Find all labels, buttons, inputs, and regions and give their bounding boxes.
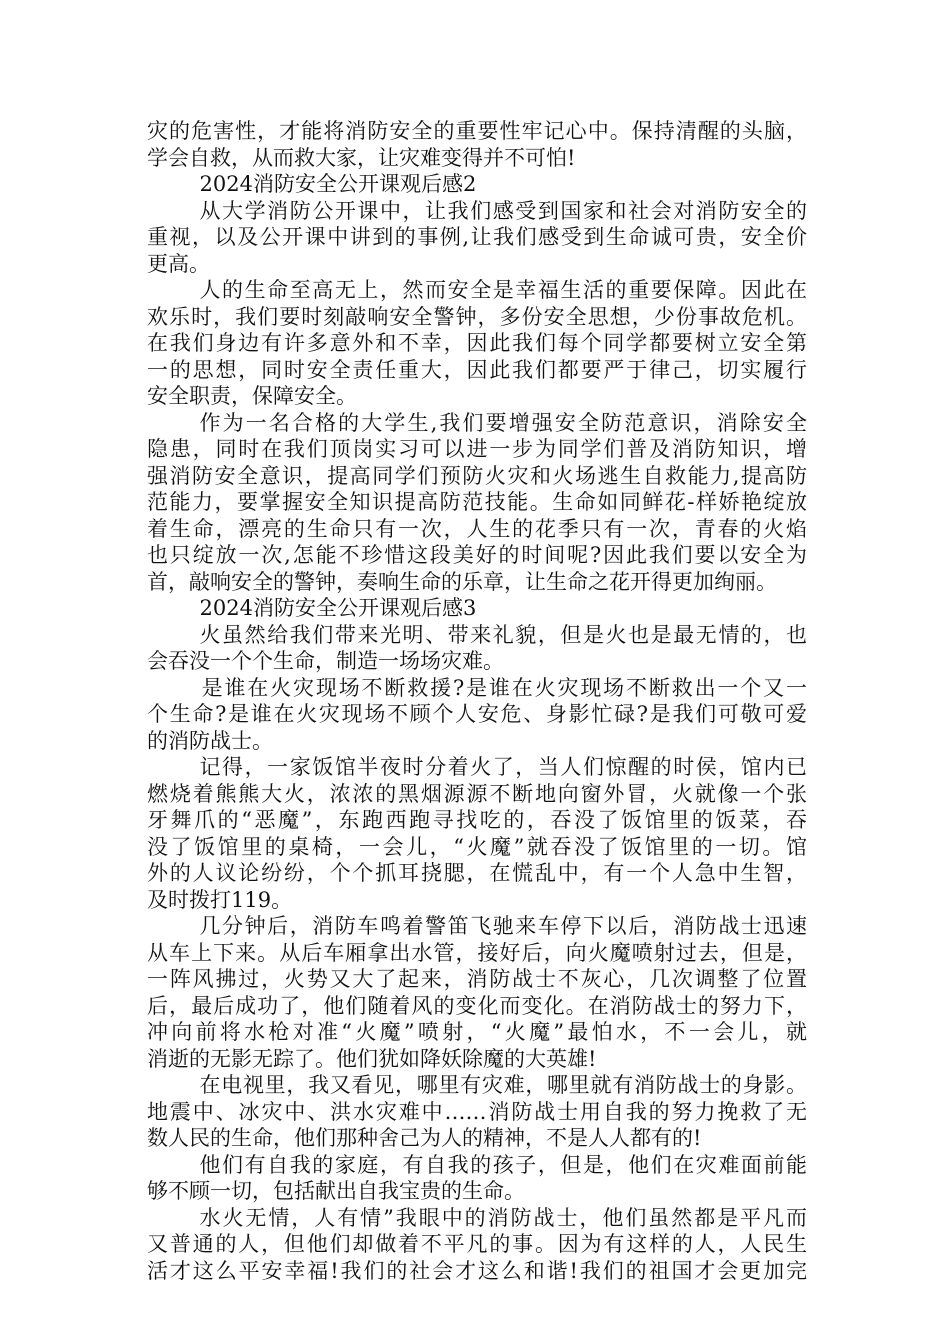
text-line: 一阵风拂过，火势又大了起来，消防战士不灰心，几次调整了位置 (147, 967, 807, 991)
text-line: 够不顾一切，包括献出自我宝贵的生命。 (147, 1179, 525, 1203)
text-line: 是谁在火灾现场不断救援?是谁在火灾现场不断救出一个又一 (201, 675, 807, 700)
text-line: 首，敲响安全的警钟，奏响生命的乐章，让生命之花开得更加绚丽。 (147, 569, 777, 594)
text-line: 隐患，同时在我们顶岗实习可以进一步为同学们普及消防知识，增 (147, 437, 807, 461)
text-line: 个生命?是谁在火灾现场不顾个人安危、身影忙碌?是我们可敬可爱 (147, 702, 807, 726)
text-line: 更高。 (147, 251, 210, 276)
text-line: 后，最后成功了，他们随着风的变化而变化。在消防战士的努力下， (147, 993, 807, 1018)
text-line: 数人民的生命，他们那种舍己为人的精神，不是人人都有的! (147, 1126, 702, 1150)
text-line: 重视，以及公开课中讲到的事例,让我们感受到生命诚可贵，安全价 (147, 225, 807, 249)
text-line: 在电视里，我又看见，哪里有灾难，哪里就有消防战士的身影。 (199, 1073, 807, 1097)
text-line: 学会自救，从而救大家，让灾难变得并不可怕! (147, 145, 576, 170)
text-line: 记得，一家饭馆半夜时分着火了，当人们惊醒的时侯，馆内已 (199, 755, 807, 779)
text-line: 强消防安全意识，提高同学们预防火灾和火场逃生自救能力,提高防 (147, 463, 807, 488)
text-line: 又普通的人，但他们却做着不平凡的事。因为有这样的人，人民生 (147, 1232, 807, 1256)
text-line: 灾的危害性，才能将消防安全的重要性牢记心中。保持清醒的头脑， (147, 119, 807, 143)
text-line: 从车上下来。从后车厢拿出水管，接好后，向火魔喷射过去，但是， (147, 940, 807, 965)
text-line: 范能力，要掌握安全知识提高防范技能。生命如同鲜花-样娇艳绽放 (147, 490, 807, 514)
text-line: 也只绽放一次,怎能不珍惜这段美好的时间呢?因此我们要以安全为 (147, 543, 807, 567)
text-line: 燃烧着熊熊大火，浓浓的黑烟源源不断地向窗外冒，火就像一个张 (147, 781, 807, 806)
text-line: 外的人议论纷纷，个个抓耳挠腮，在慌乱中，有一个人急中生智， (147, 861, 807, 885)
text-line: 在我们身边有许多意外和不幸，因此我们每个同学都要树立安全第 (147, 331, 807, 355)
text-line: 牙舞爪的“恶魔”，东跑西跑寻找吃的，吞没了饭馆里的饭菜，吞 (147, 808, 807, 832)
document-page (147, 118, 807, 1284)
text-line: 活才这么平安幸福!我们的社会才这么和谐!我们的祖国才会更加完 (147, 1258, 807, 1283)
text-line: 水火无情，人有情”我眼中的消防战士，他们虽然都是平凡而 (199, 1205, 807, 1230)
text-line: 冲向前将水枪对准“火魔”喷射，“火魔”最怕水，不一会儿，就 (147, 1020, 807, 1044)
text-line: 从大学消防公开课中，让我们感受到国家和社会对消防安全的 (199, 198, 807, 223)
text-line: 人的生命至高无上，然而安全是幸福生活的重要保障。因此在 (199, 278, 807, 302)
text-line: 欢乐时，我们要时刻敲响安全警钟，多份安全思想，少份事故危机。 (147, 304, 807, 329)
text-line: 地震中、冰灾中、洪水灾难中……消防战士用自我的努力挽救了无 (147, 1099, 807, 1124)
text-line: 作为一名合格的大学生,我们要增强安全防范意识，消除安全 (199, 410, 807, 435)
text-line: 几分钟后，消防车鸣着警笛飞驰来车停下以后，消防战士迅速 (199, 914, 807, 938)
text-line: 着生命，漂亮的生命只有一次，人生的花季只有一次，青春的火焰 (147, 516, 807, 541)
text-line: 及时拨打119。 (147, 887, 293, 912)
text-line: 火虽然给我们带来光明、带来礼貌，但是火也是最无情的，也 (199, 622, 807, 647)
text-line: 没了饭馆里的桌椅，一会儿，“火魔”就吞没了饭馆里的一切。馆 (147, 834, 807, 859)
text-line: 一的思想，同时安全责任重大，因此我们都要严于律己，切实履行 (147, 357, 807, 382)
text-line: 消逝的无影无踪了。他们犹如降妖除魔的大英雄! (147, 1046, 597, 1071)
text-line: 的消防战士。 (147, 728, 273, 753)
text-line: 会吞没一个个生命，制造一场场灾难。 (147, 649, 504, 673)
section-heading: 2024消防安全公开课观后感3 (199, 596, 477, 620)
text-line: 安全职责，保障安全。 (147, 384, 357, 408)
text-line: 他们有自我的家庭，有自我的孩子，但是，他们在灾难面前能 (199, 1152, 807, 1177)
section-heading: 2024消防安全公开课观后感2 (199, 172, 477, 196)
